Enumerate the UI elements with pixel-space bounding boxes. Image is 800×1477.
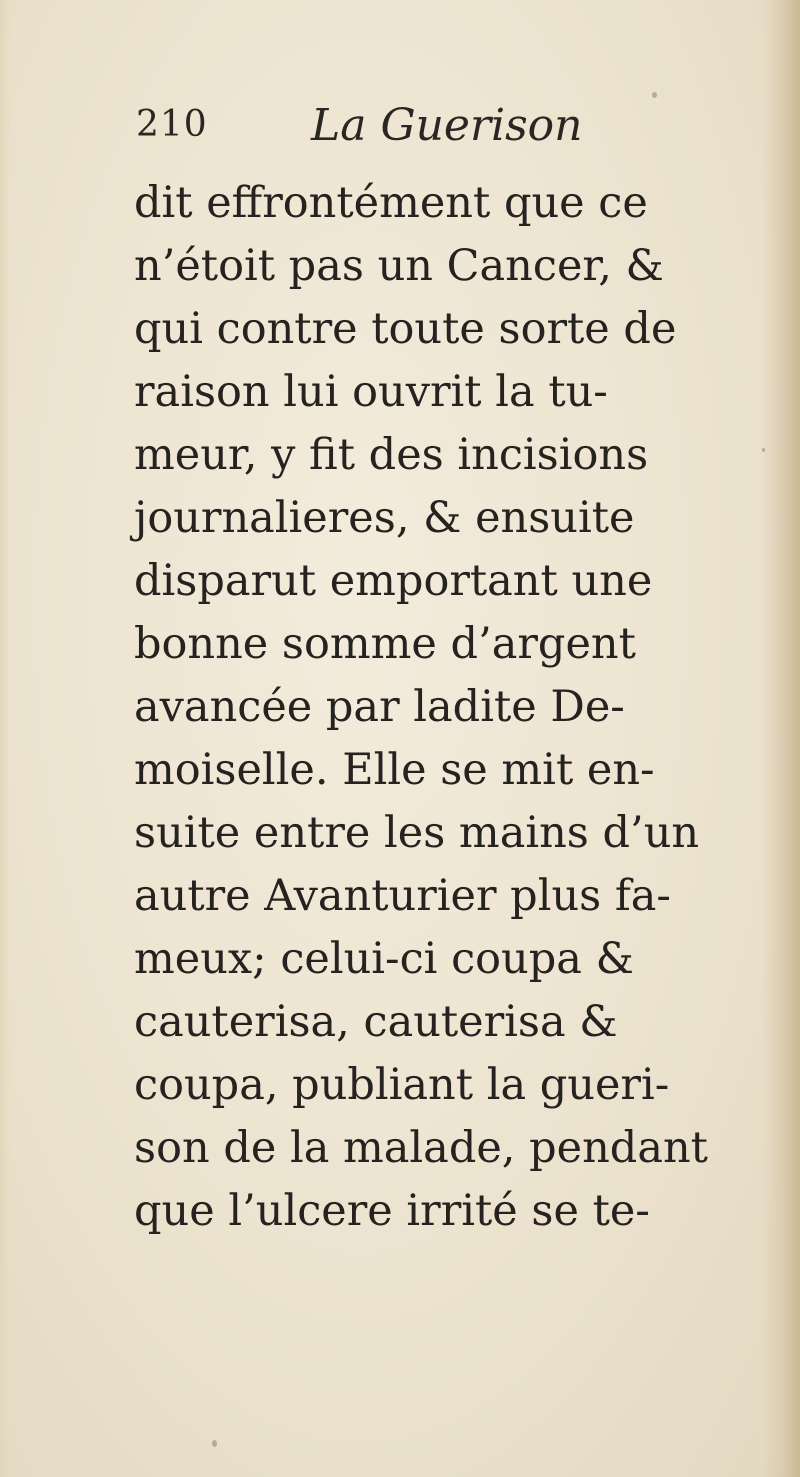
text-line: bonne somme d’argent <box>134 619 636 669</box>
text-line: que l’ulcere irrité se te- <box>134 1186 650 1236</box>
text-line: dit effrontément que ce <box>134 178 648 228</box>
text-line: autre Avanturier plus fa- <box>134 871 671 921</box>
page-number: 210 <box>136 104 208 145</box>
page-edge-right <box>762 0 800 1477</box>
text-line: meur, y fit des incisions <box>134 430 649 480</box>
running-head: La Guerison <box>311 100 583 151</box>
paper-speck <box>652 92 657 98</box>
paper-speck <box>212 1440 217 1447</box>
text-line: cauterisa, cauterisa & <box>134 997 618 1047</box>
text-line: moiselle. Elle se mit en- <box>134 745 655 795</box>
text-line: disparut emportant une <box>134 556 653 606</box>
text-line: journalieres, & ensuite <box>134 493 635 543</box>
text-line: avancée par ladite De- <box>134 682 625 732</box>
paper-speck <box>762 448 765 452</box>
page-header <box>136 100 696 160</box>
text-line: suite entre les mains d’un <box>134 808 700 858</box>
text-line: son de la malade, pendant <box>134 1123 708 1173</box>
text-line: meux; celui-ci coupa & <box>134 934 634 984</box>
page-edge-left <box>0 0 10 1477</box>
text-line: raison lui ouvrit la tu- <box>134 367 608 417</box>
body-text <box>134 172 744 1243</box>
text-line: n’étoit pas un Cancer, & <box>134 241 664 291</box>
text-line: coupa, publiant la gueri- <box>134 1060 670 1110</box>
text-line: qui contre toute sorte de <box>134 304 677 354</box>
